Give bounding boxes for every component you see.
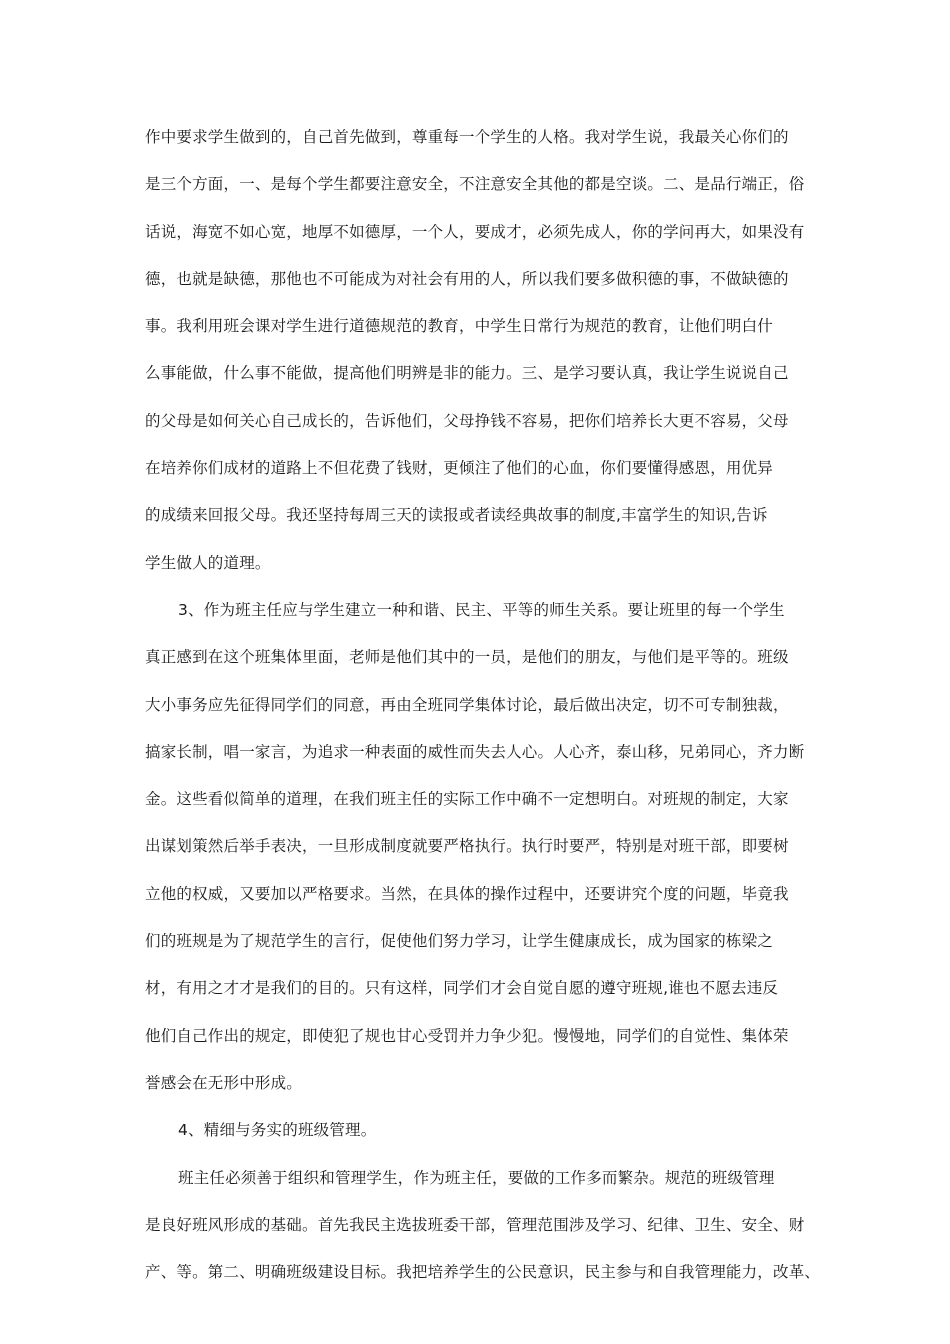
text-line: 是良好班风形成的基础。首先我民主选拔班委干部，管理范围涉及学习、纪律、卫生、安全、财 [145,1215,805,1234]
text-line: 出谋划策然后举手表决，一旦形成制度就要严格执行。执行时要严，特别是对班干部，即要树 [145,837,789,856]
text-line: 金。这些看似简单的道理，在我们班主任的实际工作中确不一定想明白。对班规的制定，大家 [145,790,789,809]
paragraph-heading-3: 3、作为班主任应与学生建立一种和谐、民主、平等的师生关系。要让班里的每一个学生 [178,600,785,619]
text-line: 话说，海宽不如心宽，地厚不如德厚，一个人，要成才，必须先成人，你的学问再大，如果没有 [145,222,805,241]
paragraph-start: 班主任必须善于组织和管理学生，作为班主任，要做的工作多而繁杂。规范的班级管理 [178,1168,775,1187]
text-line: 学生做人的道理。 [145,553,271,572]
text-line: 材，有用之才才是我们的目的。只有这样，同学们才会自觉自愿的遵守班规,谁也不愿去违反 [145,979,779,998]
text-line: 是三个方面，一、是每个学生都要注意安全，不注意安全其他的都是空谈。二、是品行端正，俗 [145,175,805,194]
text-line: 真正感到在这个班集体里面，老师是他们其中的一员，是他们的朋友，与他们是平等的。班级 [145,648,789,667]
document-body [145,114,825,1296]
text-line: 立他的权威，又要加以严格要求。当然，在具体的操作过程中，还要讲究个度的问题，毕竟我 [145,884,789,903]
text-line: 在培养你们成材的道路上不但花费了钱财，更倾注了他们的心血，你们要懂得感恩，用优异 [145,459,774,478]
text-line: 事。我利用班会课对学生进行道德规范的教育，中学生日常行为规范的教育，让他们明白什 [145,317,774,336]
text-line: 誉感会在无形中形成。 [145,1073,303,1092]
text-line: 他们自己作出的规定，即使犯了规也甘心受罚并力争少犯。慢慢地，同学们的自觉性、集体荣 [145,1026,789,1045]
text-line: 大小事务应先征得同学们的同意，再由全班同学集体讨论，最后做出决定，切不可专制独裁， [145,695,789,714]
text-line: 搞家长制，唱一家言，为追求一种表面的威性而失去人心。人心齐，泰山移，兄弟同心，齐力断 [145,742,805,761]
text-line: 作中要求学生做到的，自己首先做到，尊重每一个学生的人格。我对学生说，我最关心你们的 [145,128,789,146]
text-line: 们的班规是为了规范学生的言行，促使他们努力学习，让学生健康成长，成为国家的栋梁之 [145,932,774,951]
text-line: 德，也就是缺德，那他也不可能成为对社会有用的人，所以我们要多做积德的事，不做缺德的 [145,269,789,288]
text-line: 的父母是如何关心自己成长的，告诉他们，父母挣钱不容易，把你们培养长大更不容易，父母 [145,411,789,430]
text-line: 产、等。第二、明确班级建设目标。我把培养学生的公民意识，民主参与和自我管理能力，改革、 [145,1263,821,1282]
text-line: 的成绩来回报父母。我还坚持每周三天的读报或者读经典故事的制度,丰富学生的知识,告诉 [145,506,768,525]
section-heading-4: 4、精细与务实的班级管理。 [178,1121,377,1140]
text-line: 么事能做，什么事不能做，提高他们明辨是非的能力。三、是学习要认真，我让学生说说自己 [145,364,789,383]
